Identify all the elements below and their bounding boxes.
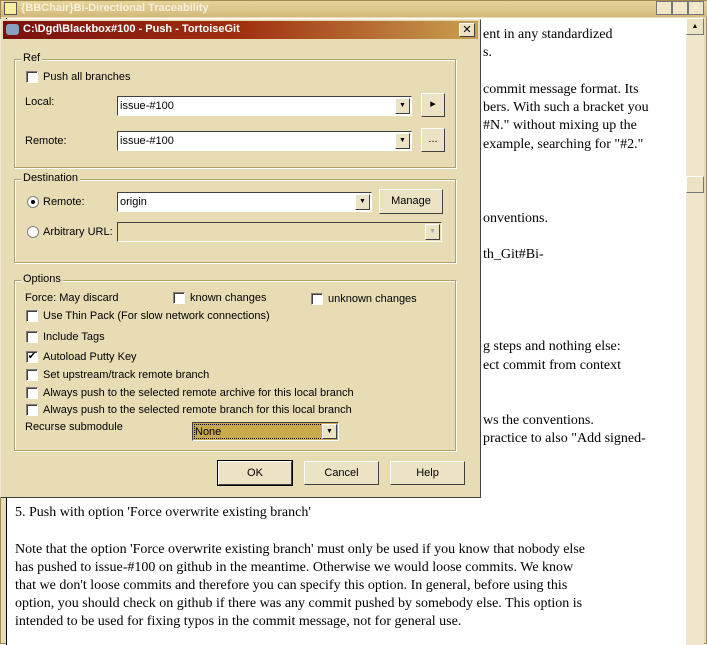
remote-branch-combo[interactable] — [117, 131, 412, 151]
scroll-thumb[interactable] — [686, 176, 704, 193]
destination-group-label: Destination — [23, 172, 79, 184]
remote-branch-value: issue-#100 — [120, 135, 174, 147]
chevron-down-icon[interactable]: ▼ — [395, 133, 410, 149]
arbitrary-url-radio[interactable] — [27, 226, 39, 238]
local-branch-value: issue-#100 — [120, 100, 174, 112]
recurse-submodule-value: None — [195, 426, 222, 438]
ok-button[interactable]: OK — [218, 461, 292, 485]
autoload-putty-key-label: Autoload Putty Key — [43, 351, 137, 363]
chevron-down-icon: ▼ — [425, 224, 440, 240]
vertical-scrollbar[interactable] — [686, 18, 704, 645]
text-fragment: ws the conventions. — [483, 413, 594, 428]
text-fragment: ect commit from context — [483, 358, 622, 373]
background-title-bar — [1, 1, 707, 17]
cancel-button[interactable]: Cancel — [304, 461, 379, 485]
always-push-archive-checkbox[interactable] — [26, 387, 38, 399]
dialog-close-button[interactable]: ✕ — [459, 23, 475, 37]
text-fragment: example, searching for "#2." — [483, 137, 644, 152]
window-title: {BBChair}Bi-Directional Traceability — [21, 2, 209, 14]
text-fragment: onventions. — [483, 211, 548, 226]
text-fragment: s. — [483, 45, 492, 60]
include-tags-label: Include Tags — [43, 331, 105, 343]
document-icon — [4, 2, 17, 15]
minimize-button[interactable]: _ — [656, 1, 672, 15]
local-branch-browse-button[interactable]: ▸ — [421, 93, 445, 117]
maximize-button[interactable]: □ — [672, 1, 688, 15]
paragraph-line: option, you should check on github if there was any commit pushed by somebody else. This option is — [15, 596, 583, 611]
scroll-up-button[interactable]: ▲ — [686, 18, 704, 35]
dialog-title: C:\Dgd\Blackbox#100 - Push - TortoiseGit — [23, 23, 240, 35]
remote-branch-browse-button[interactable]: ... — [421, 128, 445, 152]
paragraph-line: Note that the option 'Force overwrite existing branch' must only be used if you know that nobody else — [15, 542, 585, 557]
chevron-down-icon[interactable]: ▼ — [395, 98, 410, 114]
remote-radio-label: Remote: — [43, 196, 85, 208]
push-dialog — [0, 19, 481, 498]
step-5-heading: 5. Push with option 'Force overwrite existing branch' — [15, 505, 311, 520]
force-label: Force: May discard — [25, 292, 119, 304]
always-push-branch-label: Always push to the selected remote branch for this local branch — [43, 404, 352, 416]
known-changes-label: known changes — [190, 292, 267, 304]
arbitrary-url-combo[interactable] — [117, 222, 442, 242]
text-fragment: #N." without mixing up the — [483, 118, 637, 133]
set-upstream-checkbox[interactable] — [26, 369, 38, 381]
thin-pack-label: Use Thin Pack (For slow network connections) — [43, 310, 270, 322]
recurse-submodule-select[interactable] — [192, 422, 339, 441]
local-label: Local: — [25, 96, 55, 108]
text-fragment: bers. With such a bracket you — [483, 100, 649, 115]
options-group-label: Options — [23, 273, 61, 285]
paragraph-line: has pushed to issue-#100 on github in the meantime. Otherwise we would loose commits. We know — [15, 560, 574, 575]
chevron-down-icon[interactable]: ▼ — [355, 194, 370, 210]
manage-button[interactable]: Manage — [379, 189, 443, 214]
close-button[interactable]: ✕ — [688, 1, 704, 15]
ref-group-label: Ref — [23, 52, 41, 64]
local-branch-combo[interactable] — [117, 96, 412, 116]
push-all-branches-checkbox[interactable] — [26, 71, 38, 83]
chevron-down-icon[interactable]: ▼ — [322, 424, 337, 439]
text-fragment: commit message format. Its — [483, 82, 639, 97]
remote-value: origin — [120, 196, 147, 208]
push-all-branches-label: Push all branches — [43, 71, 131, 83]
always-push-branch-checkbox[interactable] — [26, 404, 38, 416]
set-upstream-label: Set upstream/track remote branch — [43, 369, 210, 381]
remote-branch-label: Remote: — [25, 135, 67, 147]
text-fragment: practice to also "Add signed- — [483, 431, 646, 446]
tortoisegit-icon — [6, 24, 19, 35]
recurse-submodule-label: Recurse submodule — [25, 421, 123, 433]
unknown-changes-checkbox[interactable] — [311, 293, 323, 305]
help-button[interactable]: Help — [390, 461, 465, 485]
known-changes-checkbox[interactable] — [173, 292, 185, 304]
remote-combo[interactable] — [117, 192, 372, 212]
autoload-putty-key-checkbox[interactable]: ✔ — [27, 351, 37, 362]
unknown-changes-label: unknown changes — [328, 293, 417, 305]
include-tags-checkbox[interactable] — [26, 331, 38, 343]
paragraph-line: intended to be used for fixing typos in the commit message, not for general use. — [15, 614, 462, 629]
text-fragment: th_Git#Bi- — [483, 247, 544, 262]
paragraph-line: that we don't loose commits and therefore you can specify this option. In general, before using this — [15, 578, 568, 593]
text-fragment: ent in any standardized — [483, 27, 613, 42]
arbitrary-url-label: Arbitrary URL: — [43, 226, 113, 238]
dialog-title-bar — [3, 21, 478, 39]
text-fragment: g steps and nothing else: — [483, 339, 621, 354]
always-push-archive-label: Always push to the selected remote archive for this local branch — [43, 387, 354, 399]
thin-pack-checkbox[interactable] — [26, 310, 38, 322]
remote-radio[interactable] — [27, 196, 39, 208]
